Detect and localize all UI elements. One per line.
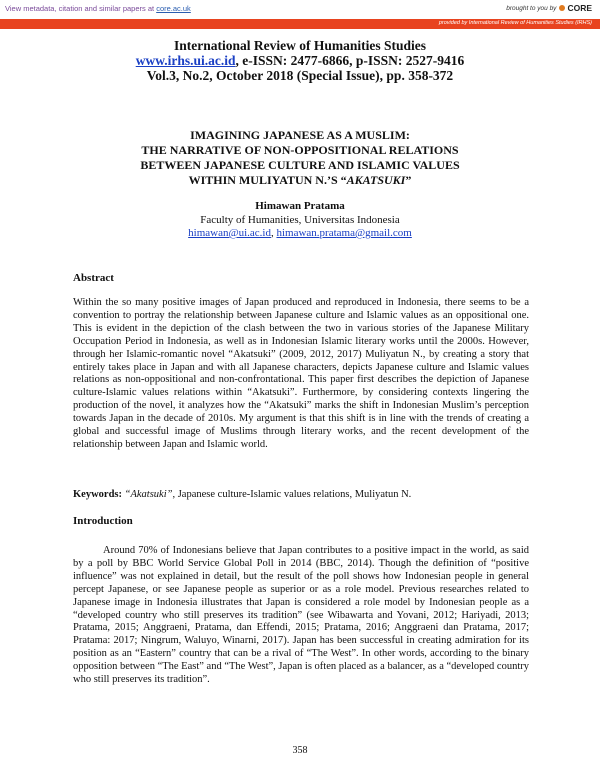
- author-affiliation: Faculty of Humanities, Universitas Indonesia: [200, 213, 400, 226]
- author-email-2[interactable]: himawan.pratama@gmail.com: [276, 227, 412, 239]
- email-separator: ,: [270, 227, 277, 239]
- core-logo-icon: [559, 5, 565, 11]
- introduction-text: Around 70% of Indonesians believe that Japan contributes to a positive impact in the world, as said by a poll by BBC World Service Global Poll in 2014 (BBC, 2014). Though the definition of “positive influence” was not explained in detail, but the result of the poll shows how Indonesian people in general percept Japanese, or see Japanese people as superior or as a role model. Previous researches related to Japanese image in Indonesia illustrates that Japan is considered a role model by Indonesian people as a “developed country who still preserves its tradition” (see Wibawarta and Yovani, 2012; Hariyadi, 2013; Pratama, 2015; Anggraeni, Pratama, dan Effendi, 2015; Pratama, 2016; Anggraeni dan Pratama, 2017; Pratama: 2017; Ningrum, Waluyo, Winarni, 2017). Japan has been successful in creating admiration for its position as an “Eastern” country that can be a rival of “The West”. In other words, according to the binary opposition between “The East” and “The West”, Japan is often placed as a balancer, as a “developed country who still preserves its tradition”.: [73, 545, 529, 686]
- title-line-4-prefix: WITHIN MULIYATUN N.’S “: [188, 173, 347, 187]
- author-emails: [0, 227, 600, 241]
- journal-issn-line: [0, 53, 600, 69]
- keywords-line: [73, 489, 529, 502]
- core-brought-by[interactable]: [506, 3, 592, 13]
- title-line-4-suffix: ”: [405, 173, 412, 187]
- core-metadata-link[interactable]: [5, 4, 191, 13]
- title-line-3: BETWEEN JAPANESE CULTURE AND ISLAMIC VALUES: [140, 158, 460, 172]
- core-banner: [0, 0, 600, 20]
- page-number: 358: [292, 745, 308, 756]
- introduction-heading: Introduction: [73, 515, 133, 527]
- provided-by-text[interactable]: provided by International Review of Humanities Studies (IRHS): [438, 20, 592, 26]
- journal-volume: Vol.3, No.2, October 2018 (Special Issue), pp. 358-372: [146, 68, 454, 83]
- journal-url-link[interactable]: www.irhs.ui.ac.id: [135, 53, 236, 68]
- author-email-1[interactable]: himawan@ui.ac.id: [188, 227, 271, 239]
- paper-title: [0, 128, 600, 188]
- keywords-label: Keywords:: [73, 489, 125, 500]
- abstract-text: Within the so many positive images of Japan produced and reproduced in Indonesia, there seems to be a convention to portray the relationship between Japanese culture and Islamic values as an oppositional one. This is evident in the depiction of the clash between the two in various stories of the Japanese Military Occupation Period in Indonesia, as well as in Indonesian Islamic literary works until the 2000s. However, through her Islamic-romantic novel “Akatsuki” (2009, 2012, 2017) Muliyatun N., by creating a story that entirely takes place in Japan and with all Japanese characters, depicts Japanese culture and Islamic values relations as non-oppositional and non-confrontational. This paper first describes the depiction of Japanese culture-Islamic values relations within “Akatsuki”. Furthermore, by considering contexts lingering the production of the novel, it analyzes how the “Akatsuki” marks the shift in Indonesian Muslim’s perception towards Japan in the decade of 2010s. My argument is that this shift is in line with the trends of creating a global and successful image of Muslims through literary works, and the recent development of the relationship between Japan and Islamic world.: [73, 297, 529, 450]
- keywords-rest: , Japanese culture-Islamic values relations, Muliyatun N.: [172, 489, 412, 500]
- core-logo: [559, 3, 592, 13]
- title-line-4-italic: AKATSUKI: [346, 173, 406, 187]
- author-name: Himawan Pratama: [255, 200, 345, 212]
- abstract-heading: Abstract: [73, 272, 114, 284]
- brought-by-text: brought to you by: [506, 4, 557, 12]
- provided-by-bar: [0, 19, 600, 29]
- author-block: [0, 200, 600, 241]
- keywords-italic: “Akatsuki”: [124, 489, 173, 500]
- core-link-text: View metadata, citation and similar papers at: [5, 4, 157, 13]
- title-line-1: IMAGINING JAPANESE AS A MUSLIM:: [190, 128, 410, 142]
- journal-issn: , e-ISSN: 2477-6866, p-ISSN: 2527-9416: [235, 53, 465, 68]
- core-ac-uk-link[interactable]: core.ac.uk: [156, 4, 191, 13]
- core-logo-text: CORE: [567, 3, 592, 13]
- title-line-4: [0, 173, 600, 188]
- journal-name: International Review of Humanities Studies: [173, 38, 426, 53]
- title-line-2: THE NARRATIVE OF NON-OPPOSITIONAL RELATIONS: [141, 143, 459, 157]
